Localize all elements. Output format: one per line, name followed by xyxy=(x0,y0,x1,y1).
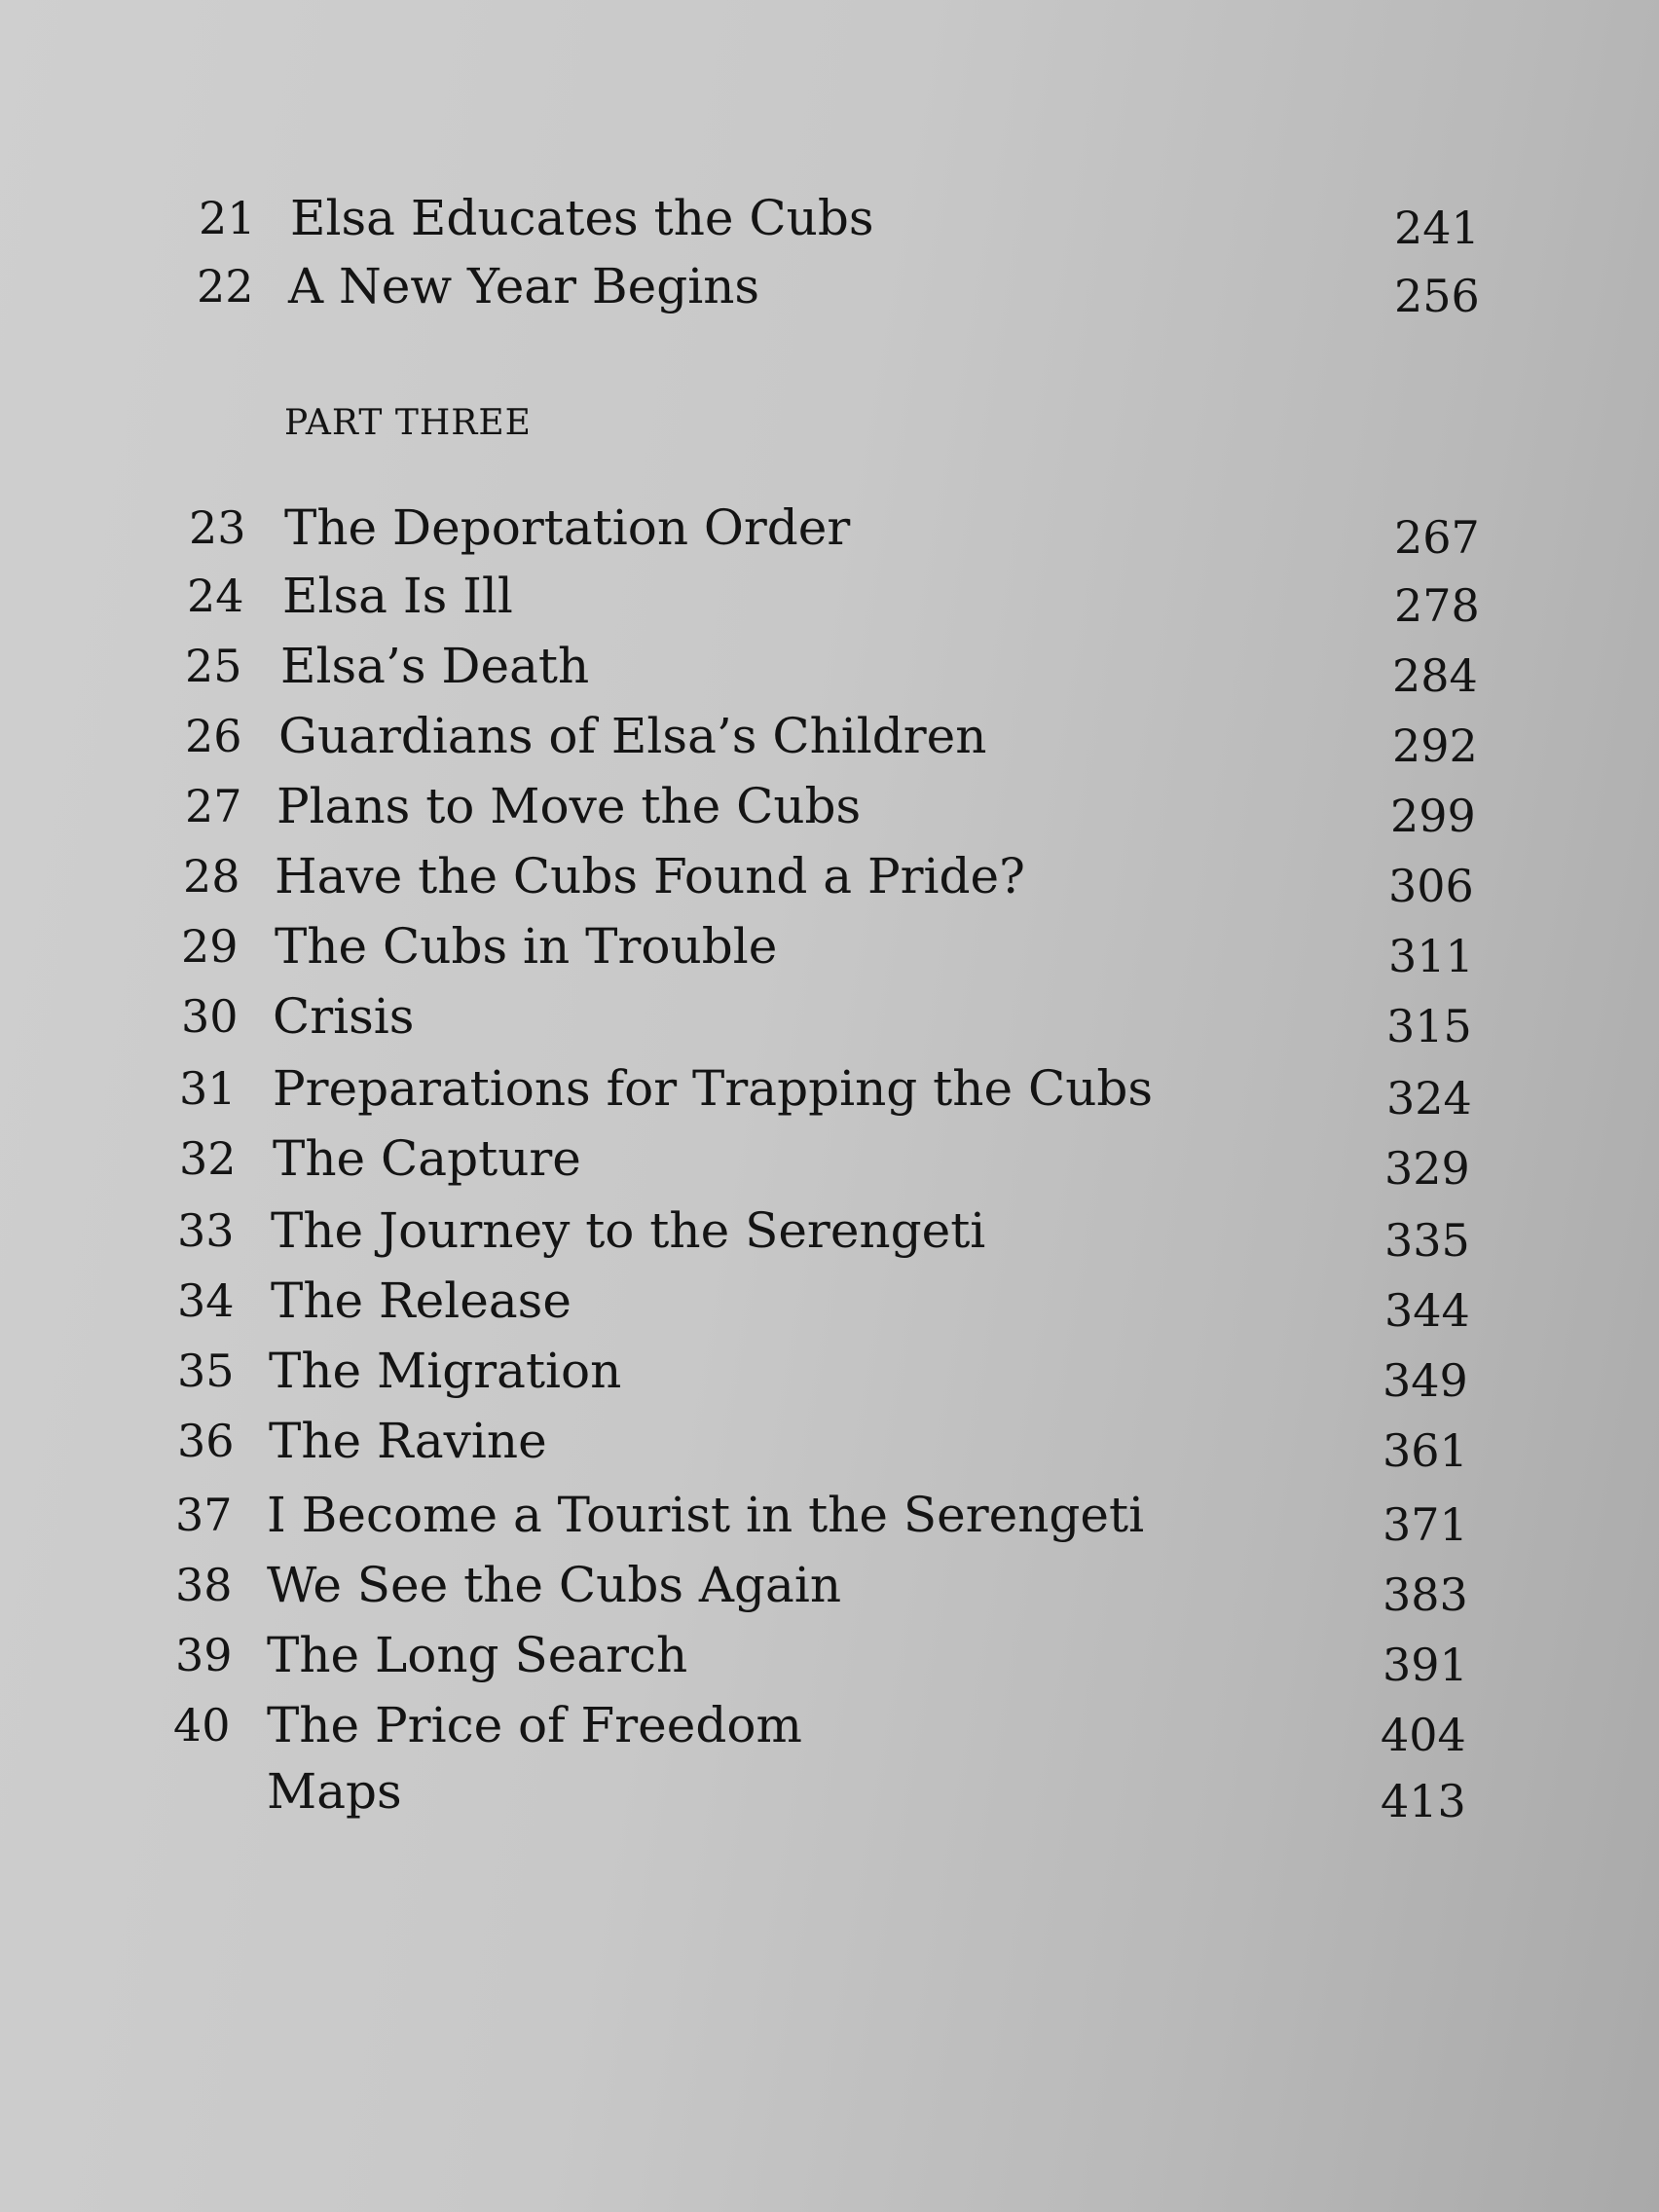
toc-entry xyxy=(0,1202,1659,1267)
chapter-title: Maps xyxy=(267,1763,402,1820)
chapter-number: 24 xyxy=(187,570,244,622)
chapter-title: We See the Cubs Again xyxy=(267,1557,842,1613)
chapter-number: 23 xyxy=(189,501,246,554)
page-number: 349 xyxy=(1382,1354,1468,1407)
page-number: 404 xyxy=(1381,1709,1466,1761)
chapter-title: Preparations for Trapping the Cubs xyxy=(273,1060,1154,1117)
chapter-number: 32 xyxy=(179,1132,237,1185)
chapter-number: 27 xyxy=(185,780,242,832)
page-number: 329 xyxy=(1384,1142,1470,1195)
toc-entry xyxy=(0,918,1659,982)
chapter-title: The Long Search xyxy=(267,1627,688,1683)
chapter-title: A New Year Begins xyxy=(288,258,760,314)
page-number: 306 xyxy=(1388,860,1474,912)
chapter-title: I Become a Tourist in the Serengeti xyxy=(267,1487,1145,1543)
page-number: 311 xyxy=(1388,930,1474,982)
page-number: 344 xyxy=(1384,1284,1470,1337)
chapter-number: 36 xyxy=(177,1415,235,1467)
chapter-title: The Deportation Order xyxy=(284,499,851,556)
chapter-title: The Migration xyxy=(269,1343,622,1399)
chapter-number: 35 xyxy=(177,1345,235,1397)
chapter-number: 29 xyxy=(181,920,239,973)
toc-entry xyxy=(0,638,1659,702)
toc-entry xyxy=(0,568,1659,632)
toc-entry xyxy=(0,1130,1659,1195)
chapter-title: Elsa Educates the Cubs xyxy=(290,190,874,246)
chapter-title: Plans to Move the Cubs xyxy=(276,778,862,834)
chapter-number: 40 xyxy=(173,1699,231,1751)
page-number: 391 xyxy=(1382,1639,1468,1691)
toc-entry xyxy=(0,1060,1659,1124)
toc-entry xyxy=(0,988,1659,1052)
page-number: 315 xyxy=(1386,1000,1472,1052)
page-number: 299 xyxy=(1390,790,1476,842)
toc-entry xyxy=(0,190,1659,254)
toc-entry xyxy=(0,1343,1659,1407)
page-number: 241 xyxy=(1394,202,1480,254)
chapter-number: 38 xyxy=(175,1559,233,1611)
part-heading: PART THREE xyxy=(284,403,532,443)
toc-entry xyxy=(0,848,1659,912)
chapter-number: 22 xyxy=(197,260,254,313)
chapter-number: 28 xyxy=(183,850,240,903)
toc-entry xyxy=(0,778,1659,842)
chapter-title: The Price of Freedom xyxy=(267,1697,802,1753)
page-number: 361 xyxy=(1382,1424,1468,1477)
toc-entry xyxy=(0,258,1659,322)
chapter-number: 26 xyxy=(185,710,242,762)
chapter-number: 33 xyxy=(177,1204,235,1257)
chapter-number: 21 xyxy=(199,192,256,244)
toc-entry xyxy=(0,1557,1659,1621)
toc-entry xyxy=(0,1627,1659,1691)
toc-entry xyxy=(0,1413,1659,1477)
page-number: 371 xyxy=(1382,1498,1468,1551)
chapter-title: Elsa’s Death xyxy=(280,638,590,694)
page-number: 413 xyxy=(1381,1775,1466,1827)
toc-entry xyxy=(0,1697,1659,1761)
chapter-title: Elsa Is Ill xyxy=(282,568,513,624)
chapter-number: 31 xyxy=(179,1062,237,1115)
chapter-number: 37 xyxy=(175,1489,233,1541)
chapter-number: 25 xyxy=(185,640,242,692)
toc-entry xyxy=(0,499,1659,564)
chapter-title: Have the Cubs Found a Pride? xyxy=(275,848,1025,904)
toc-entry xyxy=(0,1487,1659,1551)
page-number: 335 xyxy=(1384,1214,1470,1267)
chapter-title: The Release xyxy=(271,1272,571,1329)
toc-entry xyxy=(0,708,1659,772)
chapter-title: The Journey to the Serengeti xyxy=(271,1202,986,1259)
chapter-title: The Cubs in Trouble xyxy=(275,918,778,975)
page-number: 267 xyxy=(1394,511,1480,564)
page-number: 383 xyxy=(1382,1568,1468,1621)
chapter-number: 34 xyxy=(177,1274,235,1327)
chapter-number: 30 xyxy=(181,990,239,1043)
page-number: 284 xyxy=(1392,649,1478,702)
page-number: 278 xyxy=(1394,579,1480,632)
page-number: 292 xyxy=(1392,719,1478,772)
toc-entry xyxy=(0,1763,1659,1827)
chapter-title: The Ravine xyxy=(269,1413,547,1469)
toc-entry xyxy=(0,1272,1659,1337)
chapter-number: 39 xyxy=(175,1629,233,1681)
chapter-title: The Capture xyxy=(273,1130,581,1187)
page-number: 324 xyxy=(1386,1072,1472,1124)
page-number: 256 xyxy=(1394,270,1480,322)
chapter-title: Crisis xyxy=(273,988,415,1045)
chapter-title: Guardians of Elsa’s Children xyxy=(278,708,987,764)
